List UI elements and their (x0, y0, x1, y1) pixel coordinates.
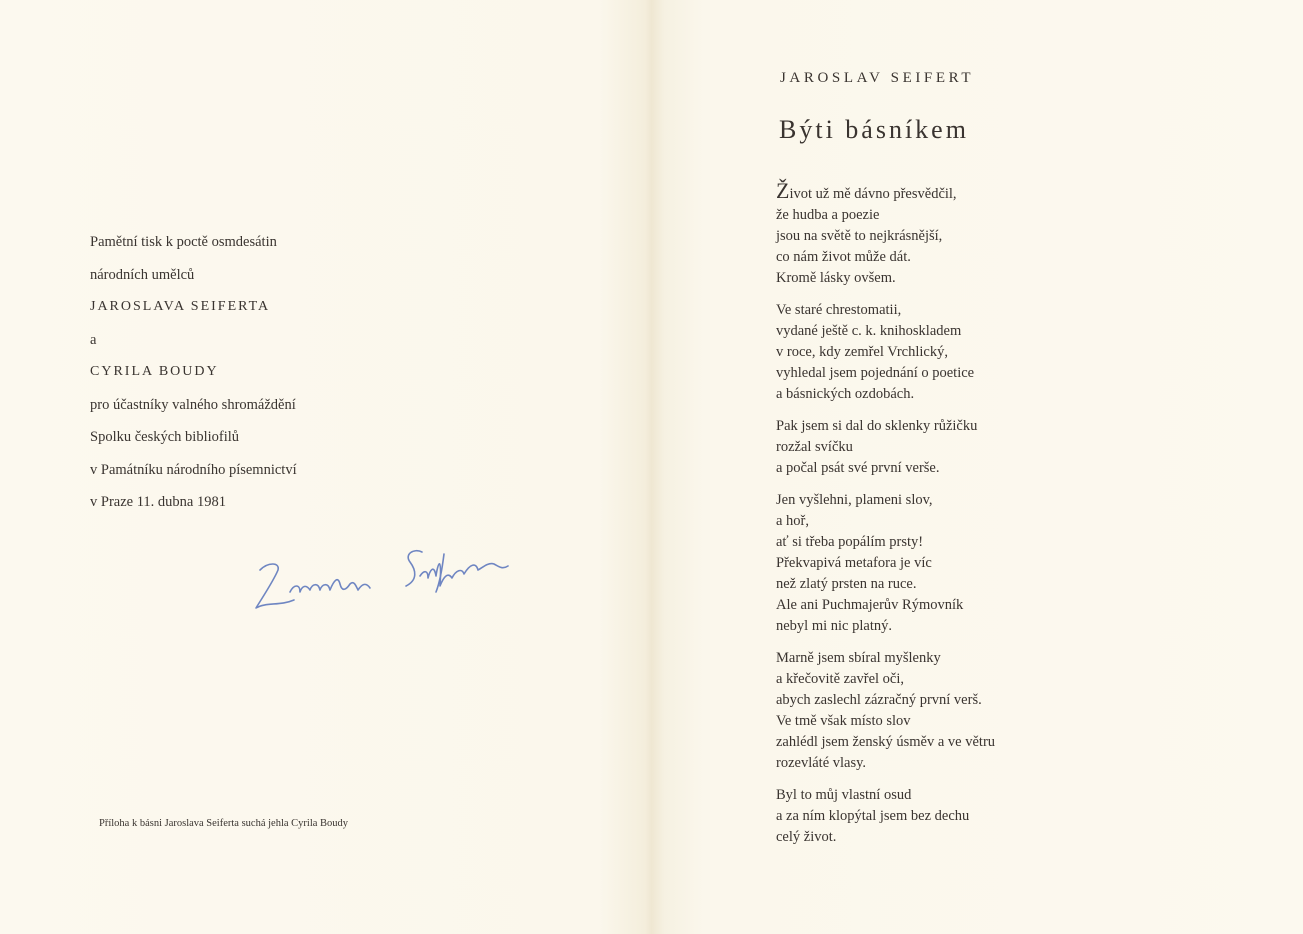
poem-line: celý život. (776, 829, 837, 845)
poem-line: jsou na světě to nejkrásnější, (776, 228, 943, 244)
dedication-block (90, 226, 410, 519)
author-name: JAROSLAV SEIFERT (780, 70, 975, 86)
poem-line: Kromě lásky ovšem. (776, 270, 896, 286)
poem-line: a za ním klopýtal jsem bez dechu (776, 808, 970, 824)
stanza-4 (776, 490, 1196, 637)
poem-line: zahlédl jsem ženský úsměv a ve větru (776, 734, 996, 750)
dedication-date: v Praze 11. dubna 1981 (90, 494, 226, 510)
dedication-line: národních umělců (90, 266, 195, 283)
poem-body (776, 178, 1196, 859)
poem-line: a křečovitě zavřel oči, (776, 671, 905, 687)
poem-line: Ale ani Puchmajerův Rýmovník (776, 597, 964, 613)
handwritten-signature (250, 540, 530, 620)
dedication-line: Pamětní tisk k poctě osmdesátin (90, 234, 277, 250)
poem-line (776, 178, 1196, 205)
stanza-6 (776, 785, 1196, 848)
poem-line: že hudba a poezie (776, 207, 880, 223)
poem-line-text: ivot už mě dávno přesvědčil, (789, 186, 957, 202)
poem-title: Býti básníkem (779, 115, 969, 144)
stanza-2 (776, 300, 1196, 405)
dedication-line: a (90, 331, 97, 348)
poem-line: rozžal svíčku (776, 439, 853, 455)
poem-line: Marně jsem sbíral myšlenky (776, 650, 941, 666)
poem-line: Ve staré chrestomatii, (776, 302, 902, 318)
poem-line: a básnických ozdobách. (776, 386, 915, 402)
poem-line: abych zaslechl zázračný první verš. (776, 692, 982, 708)
poem-line: Byl to můj vlastní osud (776, 787, 912, 803)
poem-line: Překvapivá metafora je víc (776, 555, 932, 571)
poem-line: co nám život může dát. (776, 249, 911, 265)
stanza-1 (776, 178, 1196, 289)
poem-line: než zlatý prsten na ruce. (776, 576, 917, 592)
dedication-line: v Památníku národního písemnictví (90, 461, 297, 478)
dedication-name-bouda: CYRILA BOUDY (90, 364, 219, 379)
footnote: Příloha k básni Jaroslava Seiferta suchá jehla Cyrila Boudy (99, 818, 349, 829)
poem-line: rozevláté vlasy. (776, 755, 867, 771)
poem-line: a hoř, (776, 513, 810, 529)
stanza-3 (776, 416, 1196, 479)
poem-line: nebyl mi nic platný. (776, 618, 892, 634)
poem-line: vyhledal jsem pojednání o poetice (776, 365, 975, 381)
poem-line: a počal psát své první verše. (776, 460, 940, 476)
poem-line: Pak jsem si dal do sklenky růžičku (776, 418, 978, 434)
poem-line: ať si třeba popálím prsty! (776, 534, 924, 550)
left-page (0, 0, 650, 934)
dedication-line: Spolku českých bibliofilů (90, 429, 240, 445)
poem-line: vydané ještě c. k. knihoskladem (776, 323, 962, 339)
dedication-name-seifert: JAROSLAVA SEIFERTA (90, 299, 271, 314)
poem-line: Ve tmě však místo slov (776, 713, 911, 729)
right-page (651, 0, 1303, 934)
drop-cap: Ž (776, 178, 790, 203)
poem-line: v roce, kdy zemřel Vrchlický, (776, 344, 948, 360)
dedication-line: pro účastníky valného shromáždění (90, 396, 296, 413)
stanza-5 (776, 648, 1196, 774)
poem-line: Jen vyšlehni, plameni slov, (776, 492, 933, 508)
